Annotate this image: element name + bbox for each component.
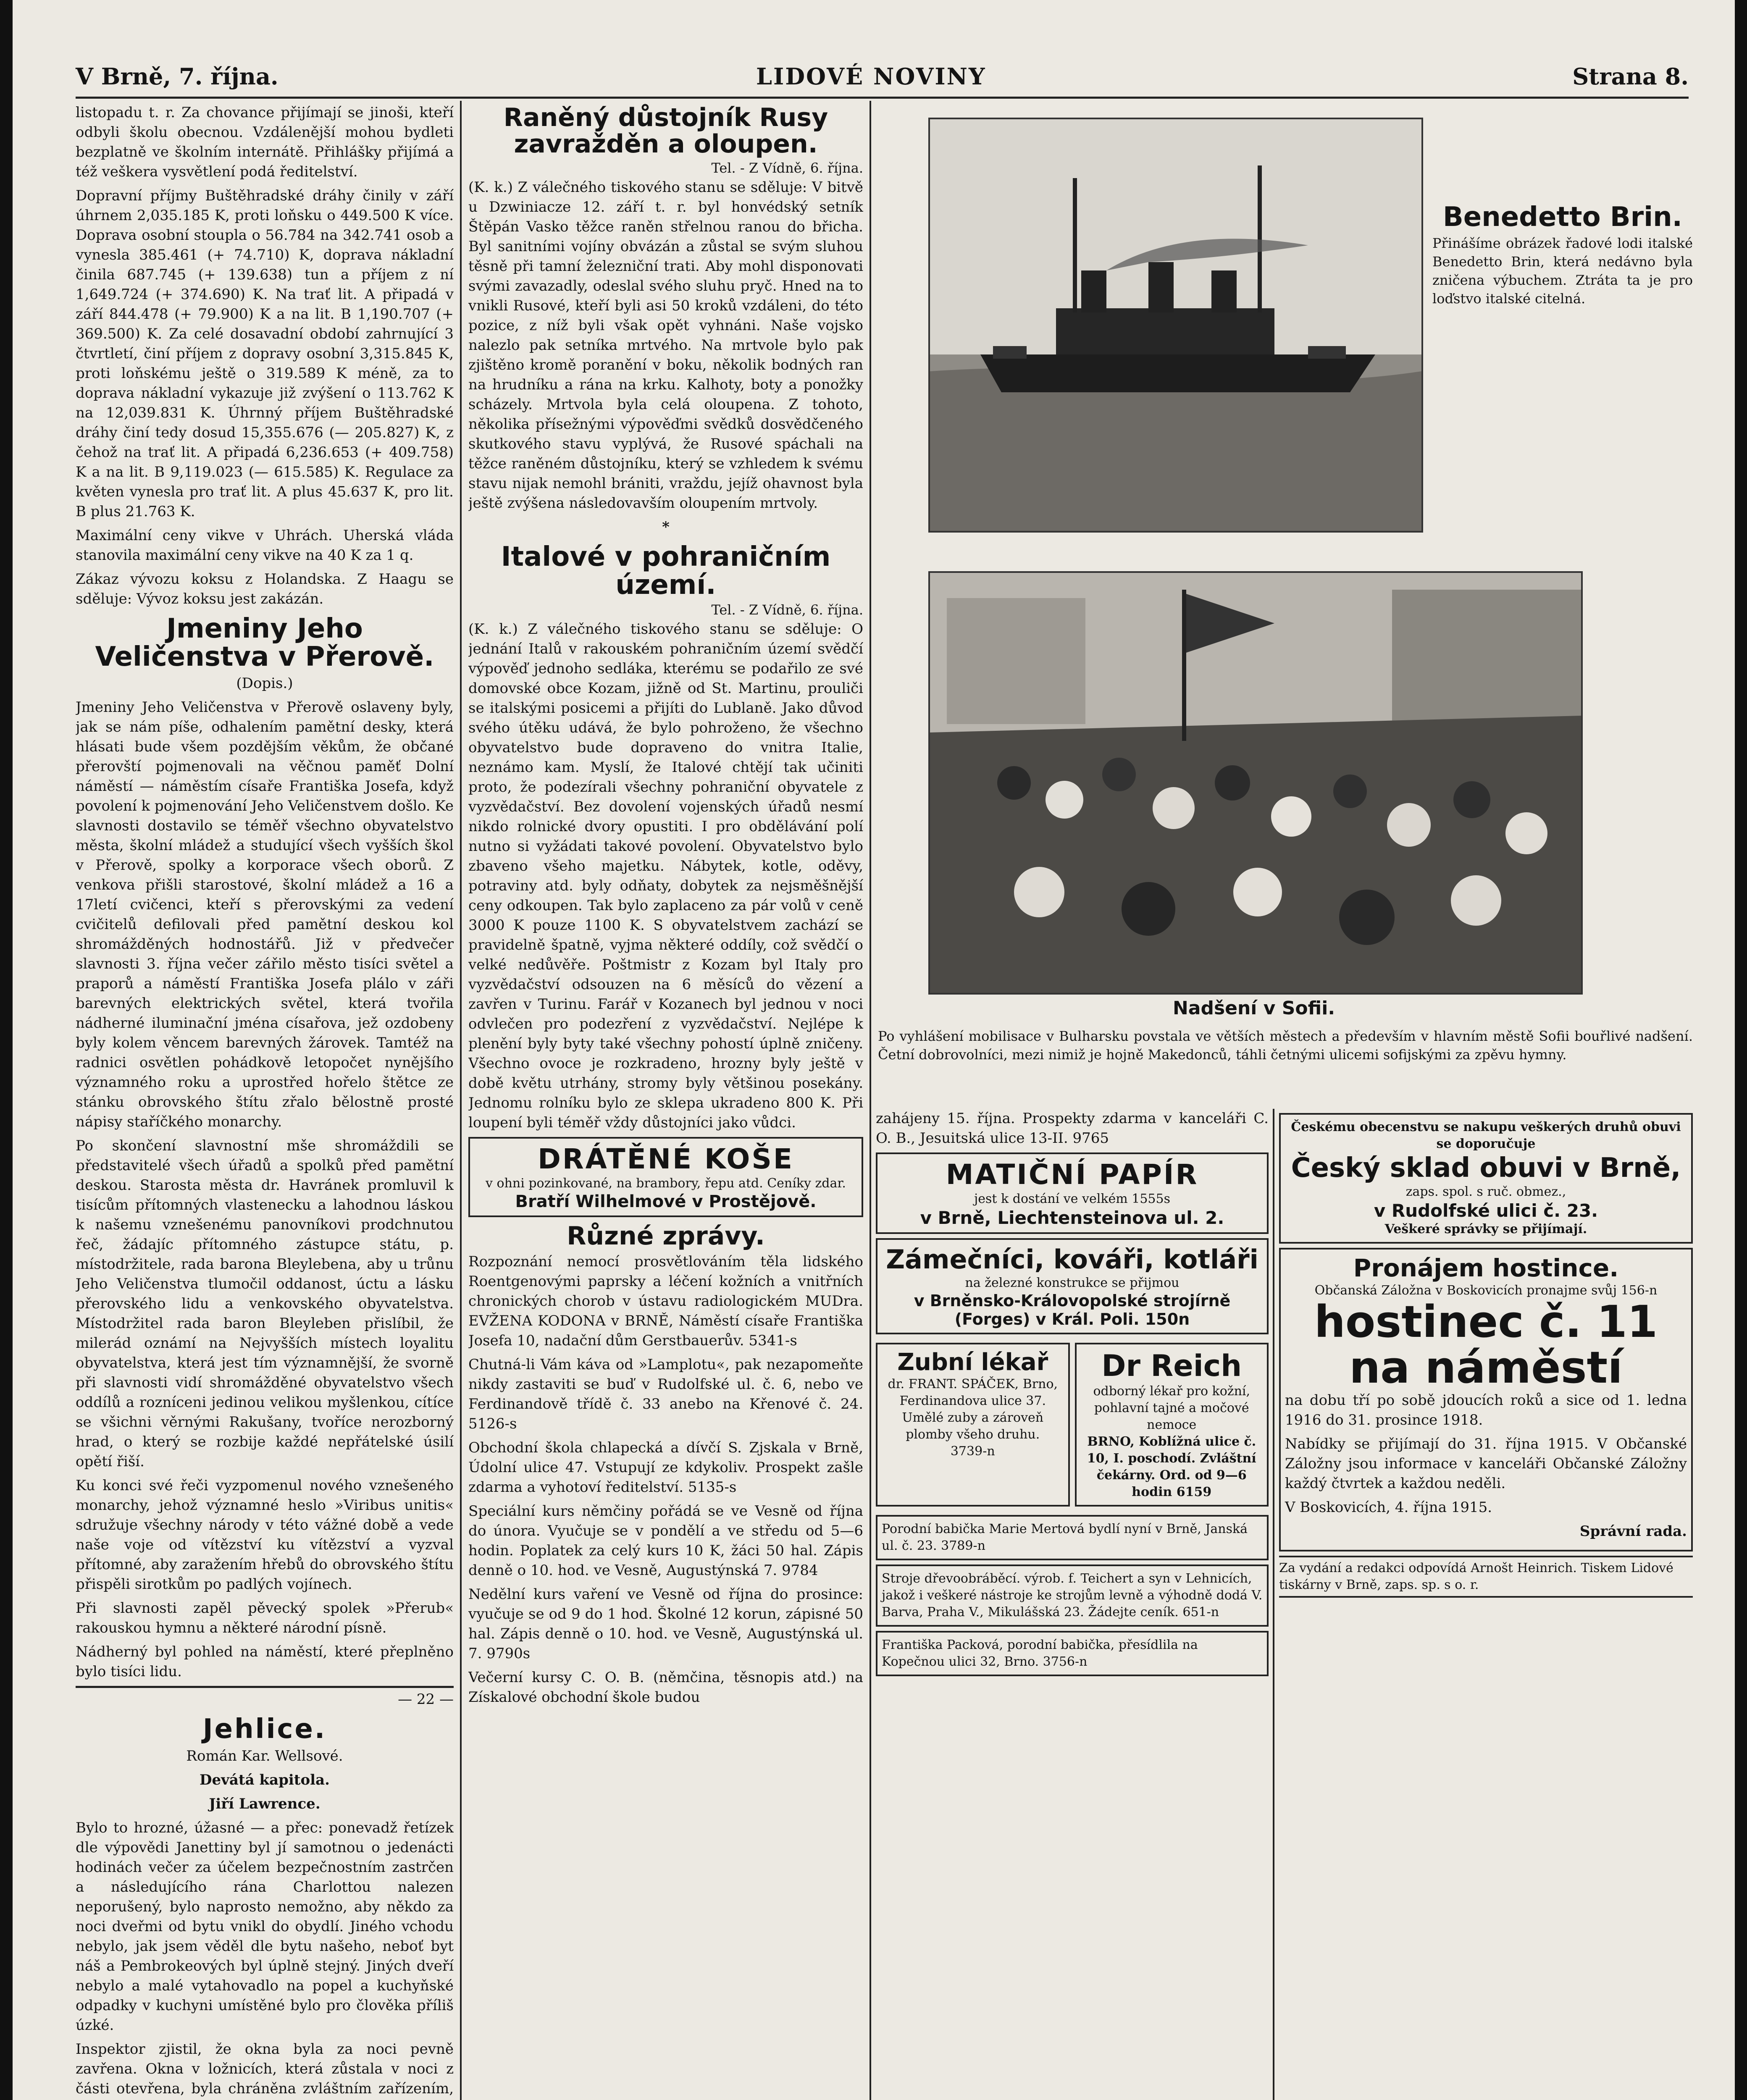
- notice-3: Obchodní škola chlapecká a dívčí S. Zjskala v Brně, Údolní ulice 47. Vstupují ze kdykoliv. Prospekt zašle zdarma a vyhotoví ředitelství. 5135-s: [468, 1439, 863, 1496]
- ad-zubni-text: dr. FRANT. SPÁČEK, Brno, Ferdinandova ulice 37. Umělé zuby a zároveň plomby všeho druhu.: [888, 1377, 1058, 1442]
- ad-porodni-babicka: [876, 1515, 1269, 1560]
- photo-battleship: [928, 118, 1423, 533]
- pronajem-subtitle: Občanská Záložna v Boskovicích pronajme svůj 156-n: [1314, 1283, 1658, 1298]
- notice-2: Chutná-li Vám káva od »Lamplotu«, pak nezapomeňte nikdy zastaviti se buď v Rudolfské ul. č. 6, nebo ve Ferdinandově třídě č. 33 anebo na Křenové č. 24. 5126-s: [468, 1356, 863, 1433]
- ad-dratene-kose: [468, 1137, 863, 1217]
- separator-star: *: [662, 519, 670, 536]
- photo-sofia-crowd: [928, 571, 1583, 995]
- ad-stroje: [876, 1564, 1269, 1627]
- headline-nadseni: Nadšení v Sofii.: [1172, 998, 1335, 1019]
- serial-rule: [76, 1686, 454, 1688]
- chapter-number: Devátá kapitola.: [200, 1771, 330, 1788]
- column-rule: [1273, 1109, 1274, 2100]
- hostinec-text-1: na dobu tří po sobě jdoucích roků a sice od 1. ledna 1916 do 31. prosince 1918.: [1285, 1392, 1687, 1429]
- ad-packova-text: Františka Packová, porodní babička, přesídlila na Kopečnou ulici 32, Brno. 3756-n: [882, 1638, 1198, 1669]
- ad-dr-reich: [1075, 1343, 1269, 1507]
- article-italove-text: (K. k.) Z válečného tiskového stanu se sděluje: O jednání Italů v rakouském pohraničním území svědčí výpověď jednoho sedláka, kterému se podařilo ze své domovské obce Kozam, jižně od St. Martinu, prouliči se italskými posicemi a přijíti do Lublaně. Jako důvod svého útěku udává, že bylo pohroženo, že všechno obyvatelstvo bude dopraveno do vnitra Italie, neznámo kam. Myslí, že Italové chtějí tak učiniti proto, že podezírali všechny pohraniční obyvatele z vyzvědačství. Bez dovolení vojenských úřadů nesmí nikdo rolnické dvory opustiti. I pro obdělávání polí nutno si vyžádati takové povolení. Obyvatelstvo bylo zbaveno všeho majetku. Nábytek, kotle, oděvy, potraviny atd. byly odňaty, dobytek za nejsměšnější ceny odkoupen. Tak bylo zaplaceno za pár volů v ceně 3000 K pouze 1100 K. S obyvatelstvem zachází se pravidelně špatně, vyjma některé oddíly, což svědčí o velké nedůvěře. Poštmistr z Kozam byl Italy pro vyzvědačství odsouzen na 6 měsíců do vězení a zavřen v Turinu. Farář v Kozanech byl jednou v noci odvlečen pro podezření z vyzvědačství. Nejlépe k plenění byly byty také všechny pohostí úplně zničeny. Všechno ovoce je rozkradeno, hrozny byly ještě v době květu utrhány, stromy byly většinou posekány. Jednomu rolníku bylo ze sklepa ukradeno 800 K. Při loupení byli téměř vždy důstojníci jako vůdci.: [468, 621, 863, 1131]
- serial-author: Román Kar. Wellsové.: [186, 1747, 343, 1764]
- newspaper-page: [13, 0, 1735, 2100]
- headline-jehlice: Jehlice.: [202, 1714, 327, 1745]
- headline-italove: Italové v pohraničním území.: [501, 541, 831, 601]
- benedetto-caption-box: [1432, 197, 1693, 449]
- dateline-raneny: Tel. - Z Vídně, 6. října.: [711, 160, 863, 176]
- serial-text-1: Bylo to hrozné, úžasné — a přec: ponevadž řetízek dle výpovědi Janettiny byl jí samotnou o jedenácti hodinách večer za účelem bezpečnostním zastrčen a následujícího rána Charlottou nalezen neporušený, bylo naprosto nemožno, aby někdo za noci dveřmi od bytu vnikl do obydlí. Jiného vchodu nebylo, jak jsem věděl dle bytu našeho, neboť byt náš a Pembrokeových byl úplně stejný. Jiných dveří nebylo a malé vytahovadlo na popel a kuchyňské odpadky v kuchyni umístěné bylo pro člověka příliš úzké.: [76, 1819, 454, 2034]
- ad-reich-address: BRNO, Koblížná ulice č. 10, I. poschodí. Zvláštní čekárny. Ord. od 9—6 hodin 6159: [1087, 1434, 1256, 1499]
- ad-reich-title: Dr Reich: [1101, 1349, 1242, 1383]
- notice-4: Speciální kurs němčiny pořádá se ve Vesně od října do února. Vyučuje se v pondělí a ve středu od 5—6 hodin. Poplatek za celý kurs 10 K, žáci 50 hal. Zápis denně o 10. hod. ve Vesně, Augustýnská 7. 9784: [468, 1503, 863, 1579]
- header-title: LIDOVÉ NOVINY: [756, 63, 986, 90]
- hostinec-date: V Boskovicích, 4. října 1915.: [1285, 1499, 1492, 1516]
- ad-pronajem-hostince: [1279, 1248, 1693, 1551]
- column-4-ads: [1279, 1109, 1693, 2100]
- column-2: [468, 103, 863, 2100]
- battleship-illustration: [930, 119, 1421, 531]
- ad-zamecnici-subtitle: na železné konstrukce se přijmou: [965, 1276, 1180, 1290]
- article-jmeniny-text-3: Ku konci své řeči vyzpomenul nového vznešeného monarchy, jehož významné heslo »Viribus unitis« sdružuje všechny národy v této vážné době a vede naše voje od vítězství ku vítězství a vyzval přítomné, aby zaražením hřebů do obrovského štítu přispěli sirotkům po padlých vojínech.: [76, 1477, 454, 1593]
- crowd-illustration: [930, 573, 1581, 993]
- article-railway-text: Dopravní příjmy Buštěhradské dráhy činily v září úhrnem 2,035.185 K, proti loňsku o 449.500 K více. Doprava osobní stoupla o 56.784 na 342.741 osob a vynesla 385.461 (+ 74.710) K, doprava nákladní činila 687.745 (+ 139.638) tun a příjem z ní 1,649.724 (+ 374.690) K. Na trať lit. A připadá v září 844.478 (+ 79.900) K a na lit. B 1,190.707 (+ 369.500) K. Za celé dosavadní období zahrnující 3 čtvrtletí, činí příjem z dopravy osobní 3,315.845 K, proti loňskému ještě o 319.589 K méně, za to doprava nákladní vykazuje již zvýšení o 113.762 K na 12,039.831 K. Úhrnný příjem Buštěhradské dráhy činí tedy dosud 15,355.676 (— 205.827) K, z čehož na trať lit. A připadá 6,236.653 (+ 409.758) K a na lit. B 9,119.023 (— 615.585) K. Regulace za květen vynesla pro trať lit. A plus 45.637 K, pro lit. B plus 21.763 K.: [76, 187, 454, 520]
- ad-maticni-subtitle: jest k dostání ve velkém 1555s: [974, 1192, 1170, 1206]
- headline-benedetto: Benedetto Brin.: [1443, 202, 1682, 233]
- ad-zubni-title: Zubní lékař: [897, 1349, 1048, 1376]
- ad-dratene-name: Bratří Wilhelmové v Prostějově.: [515, 1192, 817, 1212]
- ad-cesky-sklad-obuvi: [1279, 1113, 1693, 1244]
- ad-row-doctors: [876, 1339, 1269, 1511]
- serial-number: — 22 —: [398, 1691, 454, 1708]
- hostinec-text-2: Nabídky se přijímají do 31. října 1915. V Občanské Záložny jsou informace v kanceláři Občanské Záložny každý čtvrtek a každou neděli.: [1285, 1436, 1687, 1492]
- article-vikev-text: Maximální ceny vikve v Uhrách. Uherská vláda stanovila maximální ceny vikve na 40 K za 1 q.: [76, 527, 454, 564]
- notice-1: Rozpoznání nemocí prosvětlováním těla lidského Roentgenovými paprsky a léčení kožních a vnitřních chronických chorob v ústavu radiologickém MUDra. EVŽENA KODONA v BRNĚ, Náměstí císaře Františka Josefa 10, nadační dům Gerstbauerův. 5341-s: [468, 1253, 863, 1349]
- headline-jmeniny: Jmeniny Jeho Veličenstva v Přerově.: [95, 613, 434, 673]
- column-1: [76, 103, 454, 2100]
- ad-obuv-company: zaps. spol. s ruč. obmez.,: [1405, 1184, 1566, 1199]
- notice-6: Večerní kursy C. O. B. (němčina, těsnopis atd.) na Získalové obchodní škole budou: [468, 1669, 863, 1706]
- ad-zamecnici-address: v Brněnsko-Královopolské strojírně (Forges) v Král. Poli. 150n: [914, 1292, 1231, 1328]
- ad-obuv-intro: Českému obecenstvu se nakupu veškerých druhů obuvi se doporučuje: [1291, 1120, 1681, 1151]
- ad-maticni-address: v Brně, Liechtensteinova ul. 2.: [920, 1208, 1224, 1228]
- article-jmeniny-text-5: Nádherný byl pohled na náměstí, které přeplněno bylo tisíci lidu.: [76, 1643, 454, 1680]
- article-jmeniny-text-4: Při slavnosti zapěl pěvecký spolek »Přerub« rakouskou hymnu a některé národní písně.: [76, 1600, 454, 1637]
- page-header: [76, 59, 1689, 99]
- headline-raneny: Raněný důstojník Rusy zavražděn a oloupen.: [503, 103, 828, 159]
- header-page-number: Strana 8.: [1572, 63, 1689, 90]
- article-school-text: listopadu t. r. Za chovance přijímají se jinoši, kteří odbyli školu obecnou. Vzdálenější mohou bydleti bezplatně ve školním internátě. Přihlášky přijímá a též veškera vysvětlení podá ředitelství.: [76, 104, 454, 180]
- notice-zahajeny: zahájeny 15. října. Prospekty zdarma v kanceláři C. O. B., Jesuitská ulice 13-II. 9765: [876, 1110, 1269, 1147]
- article-jmeniny-text-2: Po skončení slavnostní mše shromáždili se představitelé všech úřadů a spolků před pamětní deskou. Starosta města dr. Havránek promluvil k tisícům přítomných vlastenecku a lahodnou láskou k našemu vznešenému panovníkovi prodchnutou řeč, žádajíc přítomného zástupce státu, p. místodržitele, rada barona Bleylebena, aby u trůnu Jeho Veličenstva tlumočil oddanost, úctu a lásku přerovského lidu a venkovského obyvatelstva. Místodržitel rada baron Bleyleben přislíbil, že milerád oznámí na Nejvyšších místech loyalitu obyvatelstva, která jest tím významnější, že svorně při slavnosti vidí shromážděné obyvatelstvo všech oddílů a rozníceni jedinou velikou myšlenkou, cítíce se všichni věrnými Rakušany, tvoříce nerozborný hrad, o který se rozbije každé nepřátelské úsilí opětí řiší.: [76, 1137, 454, 1470]
- ad-zubni-number: 3739-n: [950, 1444, 995, 1459]
- ad-dratene-title: DRÁTĚNÉ KOŠE: [538, 1143, 794, 1176]
- serial-text-2: Inspektor zjistil, že okna byla za noci pevně zavřena. Okna v ložnicích, která zůstala v noci z části otevřena, byla chráněna zvláštním zařízením,: [76, 2040, 454, 2097]
- nadseni-text: Po vyhlášení mobilisace v Bulharsku povstala ve větších městech a především v hlavním městě Sofii bouřlivé nadšení. Četní dobrovolníci, mezi nimiž je hojně Makedonců, táhli četnými ulicemi sofijskými za zpěvu hymny.: [878, 1028, 1693, 1063]
- article-jmeniny-text-1: Jmeniny Jeho Veličenstva v Přerově oslaveny byly, jak se nám píše, odhalením pamětní desky, která hlásati bude všem pozdějším věkům, že občané přerovští pojmenovali na věčnou paměť Dolní náměstí — náměstím císaře Františka Josefa, když povolení k pojmenování Jeho Veličenstvem došlo. Ke slavnosti dostavilo se téměř všechno obyvatelstvo města, školní mládež a studující všech vyšších škol v Přerově, spolky a korporace všech oborů. Z venkova přišli starostové, školní mládež a 16 a 17letí cvičenci, kteří s přerovskými za vedení cvičitelů defilovali před pamětní deskou kol shromážděných hodnostářů. Již v předvečer slavnosti 3. října večer zářilo město tisíci světel a praporů a náměstí Františka Josefa plálo v záři barevných elektrických světel, která tvořila nádherné iluminační jména císařova, jež ozdobeny byly kolem věncem barevných žárovek. Tamtéž na radnici osvětlen pohádkově letopočet nynějšího významného roku a uprostřed hořelo štětce ze stánku obrovského štítu zřalo bělostně prosté nápisy staříčkého monarchy.: [76, 699, 454, 1131]
- ad-zamecnici-title: Zámečníci, kováři, kotláři: [886, 1244, 1258, 1275]
- sprava-rada: Správní rada.: [1579, 1523, 1687, 1540]
- ad-dratene-subtitle: v ohni pozinkované, na brambory, řepu atd. Ceníky zdar.: [486, 1176, 846, 1191]
- dopis-label: (Dopis.): [236, 675, 293, 692]
- ad-stroje-text: Stroje dřevoobráběcí. výrob. f. Teichert a syn v Lehnicích, jakož i veškeré nástroje ke strojům levně a výhodně dodá V. Barva, Praha V., Mikulášská 23. Žádejte ceník. 651-n: [882, 1571, 1263, 1620]
- notice-5: Nedělní kurs vaření ve Vesně od října do prosince: vyučuje se od 9 do 1 hod. Školné 12 korun, zápisné 50 hal. Zápis denně o 10. hod. ve Vesně, Augustýnská ul. 7. 9790s: [468, 1586, 863, 1662]
- ad-porodni-text: Porodní babička Marie Mertová bydlí nyní v Brně, Janská ul. č. 23. 3789-n: [882, 1522, 1248, 1553]
- ad-zamecnici: [876, 1238, 1269, 1334]
- ad-maticni-papir: [876, 1152, 1269, 1234]
- ad-obuv-title: Český sklad obuvi v Brně,: [1291, 1152, 1681, 1184]
- ad-obuv-address: v Rudolfské ulici č. 23.: [1374, 1200, 1598, 1221]
- article-koks-text: Zákaz vývozu koksu z Holandska. Z Haagu se sděluje: Vývoz koksu jest zakázán.: [76, 571, 454, 607]
- chapter-title: Jiří Lawrence.: [209, 1795, 321, 1812]
- article-raneny-text: (K. k.) Z válečného tiskového stanu se sděluje: V bitvě u Dzwiniacze 12. září t. r. byl honvédský setník Štěpán Vasko těžce raněn střelnou ranou do břicha. Byl sanitními vojíny obvázán a zůstal se svým sluhou těsně při tamní železniční trati. Aby mohl disponovati svými zavazadly, odeslal svého sluhu pryč. Hned na to vnikli Rusové, kteří byli asi 50 kroků vzdáleni, do této pozice, z níž byli však opět vyhnáni. Naše vojsko nalezlo pak setníka mrtvého. Na mrtvole bylo pak zjištěno kromě poranění v boku, několik bodných ran na hrudníku a rána na krku. Kalhoty, boty a ponožky scházely. Mrtvola byla celá oloupena. Z tohoto, několika přísežnými výpověďmi svědků dosvědčeného skutkového stavu vyplývá, že Rusové spáchali na těžce raněném důstojníku, který se vzhledem k svému stavu nijak nemohl brániti, vraždu, jejíž ohavnost byla ještě zvýšena následovavším oloupením mrtvoly.: [468, 179, 863, 512]
- column-rule: [460, 101, 462, 2100]
- column-rule: [870, 101, 871, 2100]
- dateline-italove: Tel. - Z Vídně, 6. října.: [711, 602, 863, 618]
- headline-ruzne: Různé zprávy.: [567, 1221, 765, 1251]
- ad-maticni-title: MATIČNÍ PAPÍR: [946, 1158, 1199, 1191]
- benedetto-text: Přinášíme obrázek řadové lodi italské Benedetto Brin, která nedávno byla zničena výbuchem. Ztráta ta je pro loďstvo italské citelná.: [1432, 235, 1693, 307]
- header-date: V Brně, 7. října.: [76, 63, 278, 90]
- hostinec-title: hostinec č. 11 na náměstí: [1314, 1296, 1658, 1394]
- ad-reich-text: odborný lékař pro kožní, pohlavní tajné a močové nemoce: [1093, 1384, 1250, 1432]
- nadseni-caption-box: [878, 1027, 1693, 1102]
- ad-packova: [876, 1631, 1269, 1676]
- imprint: Za vydání a redakci odpovídá Arnošt Heinrich. Tiskem Lidové tiskárny v Brně, zaps. sp. s o. r.: [1279, 1556, 1693, 1598]
- ad-obuv-footer: Veškeré správky se přijímají.: [1384, 1222, 1587, 1236]
- ad-zubni-lekar: [876, 1343, 1070, 1507]
- pronajem-title: Pronájem hostince.: [1353, 1254, 1619, 1282]
- column-3-ads: [876, 1109, 1269, 2100]
